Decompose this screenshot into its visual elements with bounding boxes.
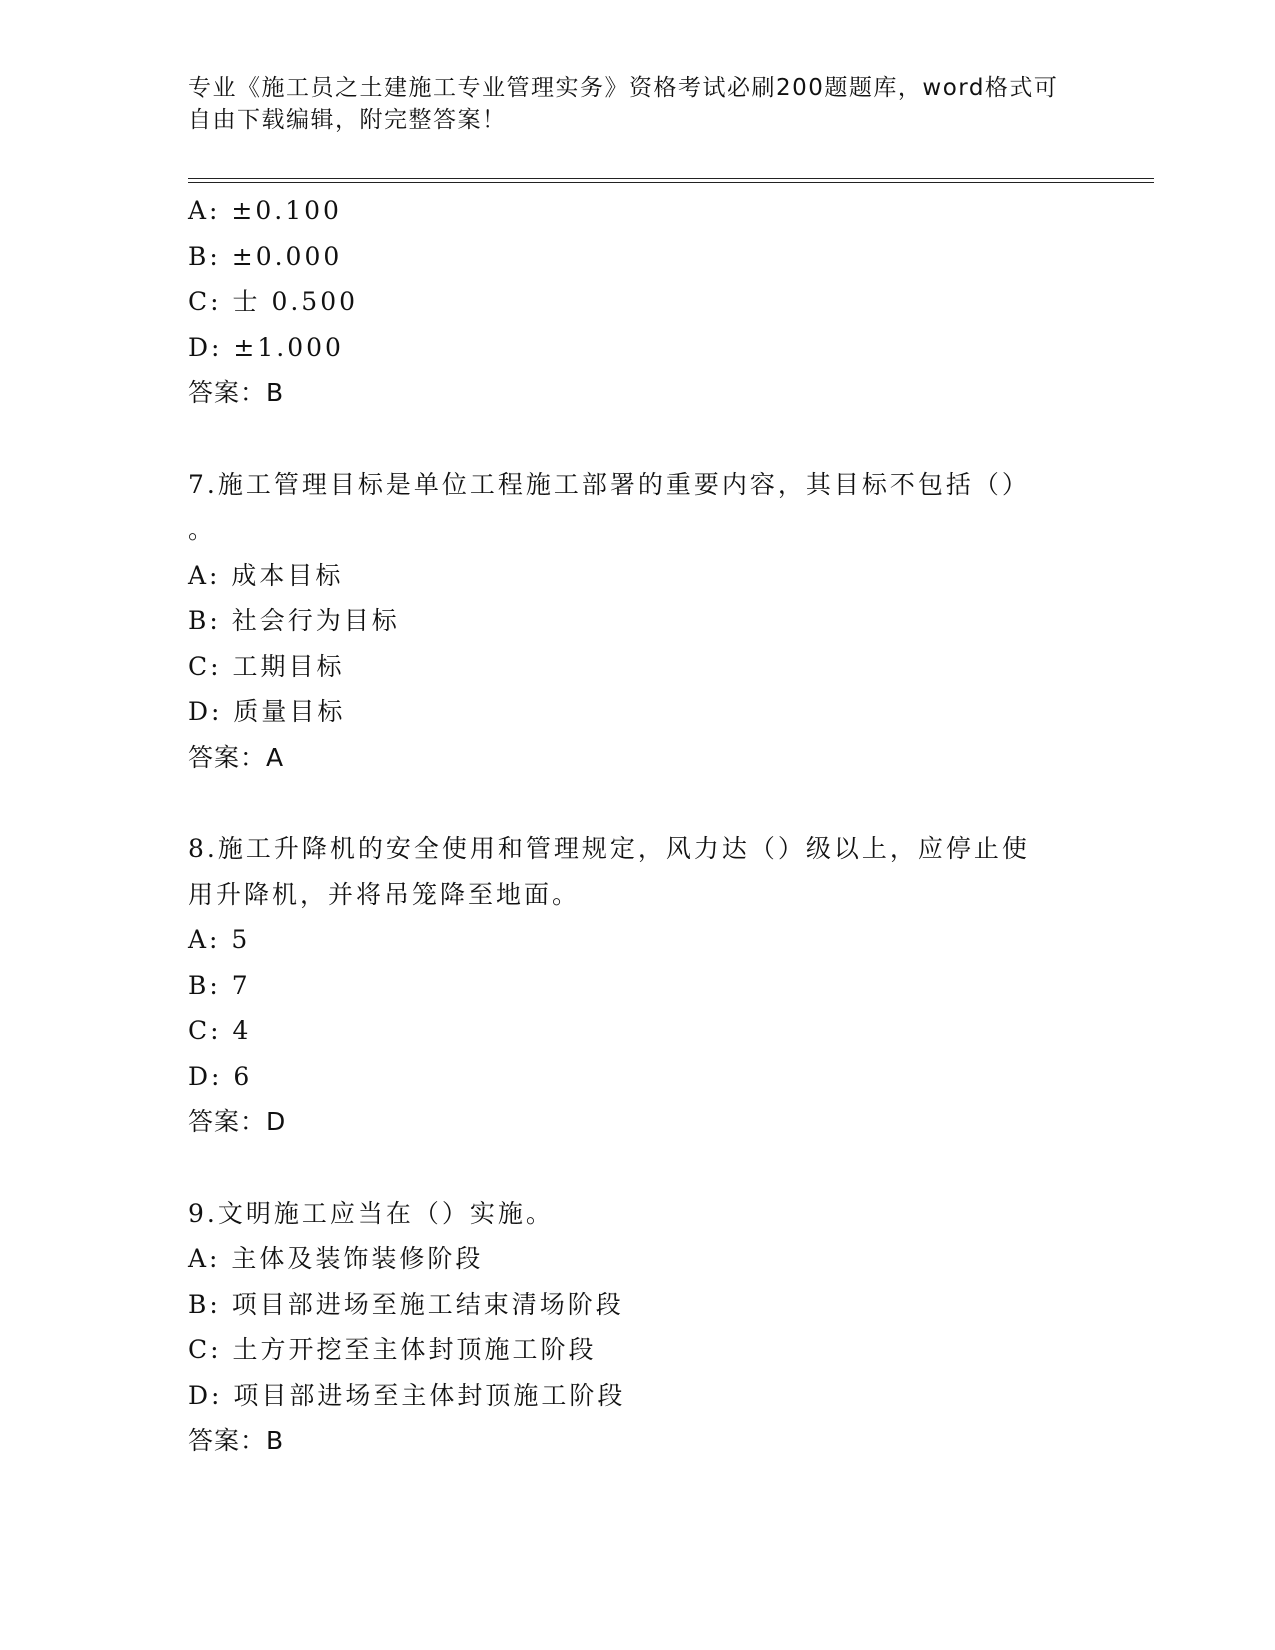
header-line-1: 专业《施工员之土建施工专业管理实务》资格考试必刷200题题库，word格式可 (188, 75, 1059, 101)
question-7 (188, 462, 1068, 781)
header-line-2: 自由下载编辑，附完整答案！ (188, 107, 507, 133)
question-text: 7.施工管理目标是单位工程施工部署的重要内容，其目标不包括（） (188, 469, 1030, 499)
option-c: C: 4 (188, 1016, 252, 1045)
option-a: A: 成本目标 (188, 560, 344, 590)
option-d: D: 质量目标 (188, 697, 346, 726)
document-header (188, 72, 1068, 136)
option-a: A: 主体及装饰装修阶段 (188, 1244, 484, 1273)
option-b: B: 社会行为目标 (188, 606, 400, 635)
option-c: C: 士 0.500 (188, 287, 359, 316)
option-b: B: 7 (188, 970, 251, 1000)
question-9 (188, 1191, 1068, 1464)
question-8 (188, 826, 1068, 1145)
option-d: D: ±1.000 (188, 332, 344, 362)
question-6 (188, 188, 1068, 416)
spacer (188, 416, 1068, 462)
header-divider (188, 178, 1154, 183)
spacer (188, 780, 1068, 826)
option-b: B: ±0.000 (188, 241, 343, 271)
question-text: 8.施工升降机的安全使用和管理规定，风力达（）级以上，应停止使 (188, 834, 1030, 863)
answer: 答案：A (188, 742, 285, 772)
question-list (188, 188, 1068, 1464)
option-a: A: 5 (188, 925, 251, 954)
question-text-continued: 。 (188, 515, 217, 544)
question-text: 9.文明施工应当在（）实施。 (188, 1198, 554, 1228)
spacer (188, 1145, 1068, 1191)
option-b: B: 项目部进场至施工结束清场阶段 (188, 1289, 624, 1319)
option-c: C: 土方开挖至主体封顶施工阶段 (188, 1335, 597, 1364)
option-c: C: 工期目标 (188, 651, 345, 681)
option-a: A: ±0.100 (188, 196, 342, 225)
option-d: D: 项目部进场至主体封顶施工阶段 (188, 1380, 626, 1410)
answer: 答案：B (188, 378, 285, 407)
option-d: D: 6 (188, 1061, 253, 1091)
answer: 答案：D (188, 1107, 287, 1136)
question-text-continued: 用升降机，并将吊笼降至地面。 (188, 879, 581, 909)
answer: 答案：B (188, 1426, 285, 1455)
